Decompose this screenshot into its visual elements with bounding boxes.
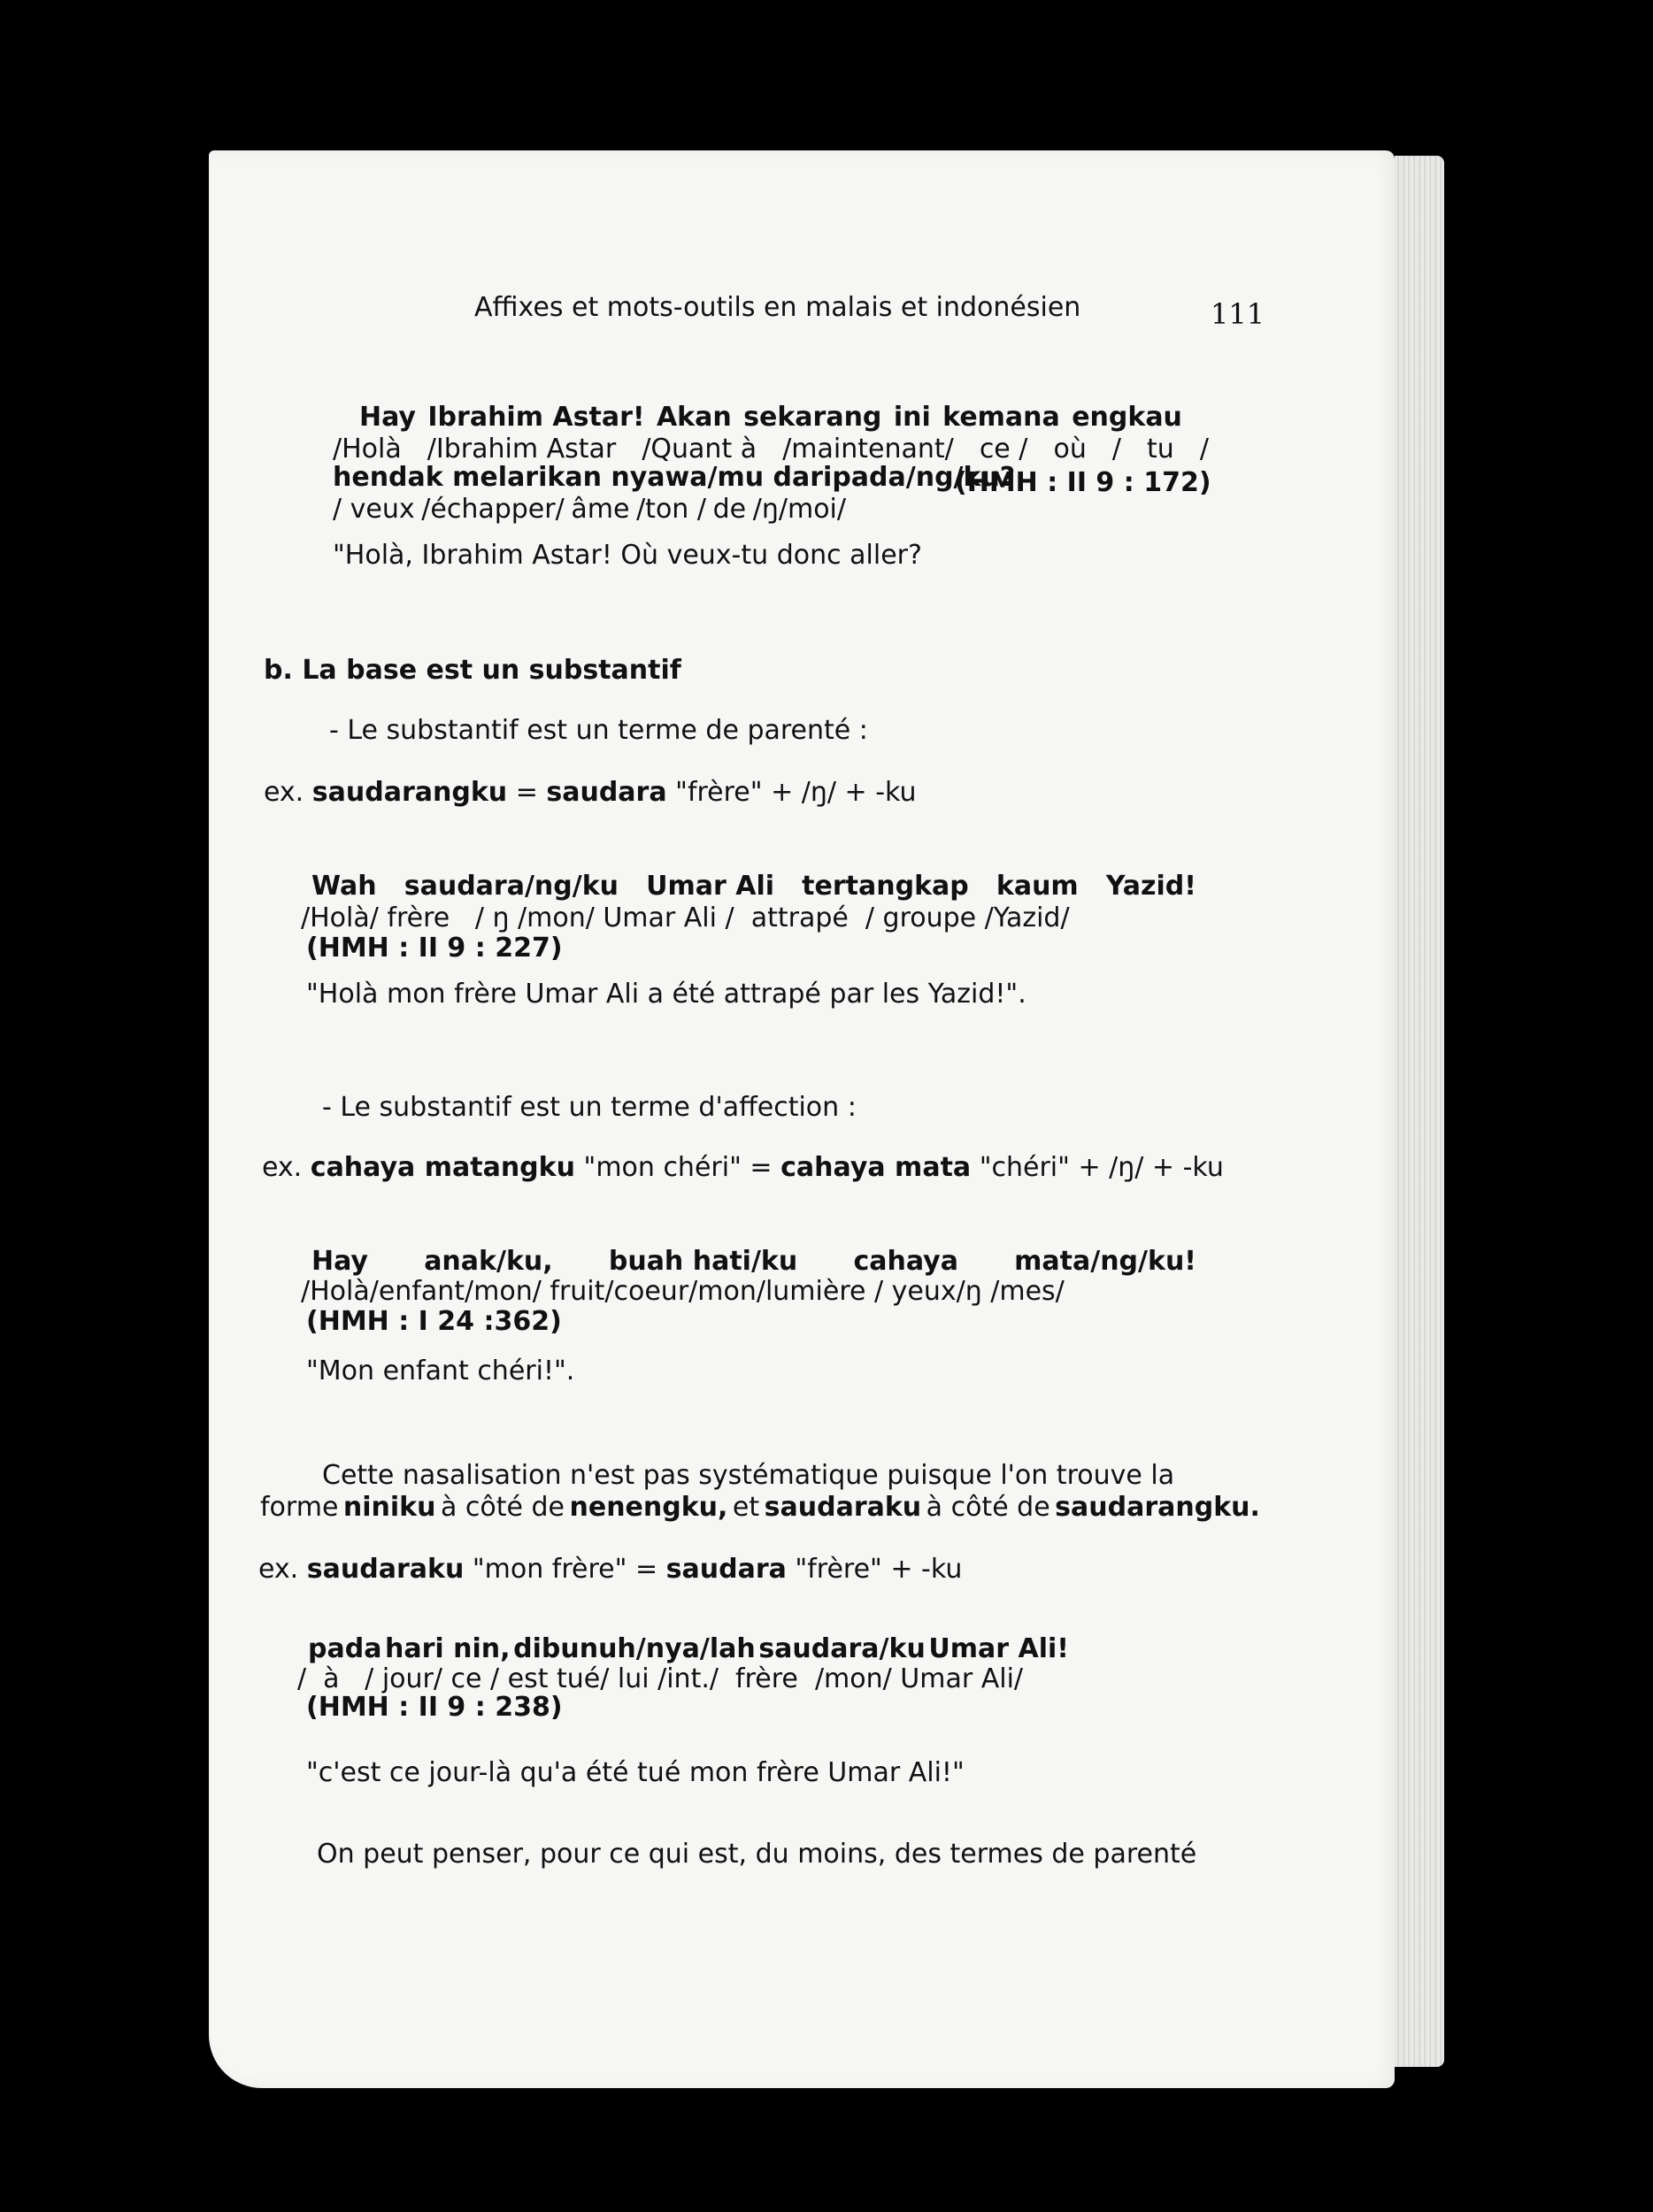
ex4-malay: pada hari nin, dibunuh/nya/lah saudara/ku Umar Ali! bbox=[308, 1633, 1069, 1664]
ex2-gloss: /Holà/ frère / ŋ /mon/ Umar Ali / attrapé / groupe /Yazid/ bbox=[301, 902, 1070, 933]
book-page bbox=[209, 150, 1395, 2088]
example-line-affection: ex. cahaya matangku "mon chéri" = cahaya mata "chéri" + /ŋ/ + -ku bbox=[262, 1152, 1224, 1183]
nasal-line1: Cette nasalisation n'est pas systématique puisque l'on trouve la bbox=[322, 1460, 1175, 1491]
ex1-gloss-line1: /Holà /Ibrahim Astar /Quant à /maintenant/ ce / où / tu / bbox=[333, 434, 1209, 465]
ex1-translation: "Holà, Ibrahim Astar! Où veux-tu donc aller? bbox=[333, 540, 922, 571]
page-edge-stack bbox=[1395, 156, 1444, 2067]
section-intro: - Le substantif est un terme de parenté : bbox=[329, 715, 868, 746]
ex3-malay: Hay anak/ku, buah hati/ku cahaya mata/ng/ku! bbox=[311, 1246, 1196, 1277]
ex3-gloss: /Holà/enfant/mon/ fruit/coeur/mon/lumière / yeux/ŋ /mes/ bbox=[301, 1276, 1065, 1307]
example-line-parente: ex. saudarangku = saudara "frère" + /ŋ/ + -ku bbox=[264, 777, 917, 808]
section-heading: b. La base est un substantif bbox=[264, 655, 681, 686]
ex4-gloss: / à / jour/ ce / est tué/ lui /int./ frère /mon/ Umar Ali/ bbox=[297, 1663, 1024, 1694]
ex2-ref: (HMH : II 9 : 227) bbox=[306, 933, 563, 964]
ex2-malay: Wah saudara/ng/ku Umar Ali tertangkap kaum Yazid! bbox=[311, 871, 1196, 902]
affection-intro: - Le substantif est un terme d'affection : bbox=[322, 1092, 857, 1123]
closing-line: On peut penser, pour ce qui est, du moins, des termes de parenté bbox=[317, 1839, 1197, 1870]
ex4-ref: (HMH : II 9 : 238) bbox=[306, 1692, 563, 1723]
example-line-saudaraku: ex. saudaraku "mon frère" = saudara "frère" + -ku bbox=[258, 1554, 963, 1585]
page-number: 111 bbox=[1211, 297, 1265, 331]
ex3-ref: (HMH : I 24 :362) bbox=[306, 1306, 562, 1337]
nasal-line2: forme niniku à côté de nenengku, et saudaraku à côté de saudarangku. bbox=[260, 1492, 1260, 1523]
running-title: Affixes et mots-outils en malais et indonésien bbox=[474, 292, 1081, 323]
ex1-malay-line2: hendak melarikan nyawa/mu daripada/ng/ku? bbox=[333, 462, 1016, 493]
ex3-translation: "Mon enfant chéri!". bbox=[306, 1356, 575, 1386]
ex1-ref: (HMH : II 9 : 172) bbox=[955, 467, 1211, 498]
ex1-malay-line1: Hay Ibrahim Astar! Akan sekarang ini kemana engkau bbox=[359, 402, 1182, 433]
ex4-translation: "c'est ce jour-là qu'a été tué mon frère Umar Ali!" bbox=[306, 1757, 965, 1788]
ex1-gloss-line2: / veux /échapper/ âme /ton / de /ŋ/moi/ bbox=[333, 494, 846, 525]
ex2-translation: "Holà mon frère Umar Ali a été attrapé par les Yazid!". bbox=[306, 979, 1026, 1010]
